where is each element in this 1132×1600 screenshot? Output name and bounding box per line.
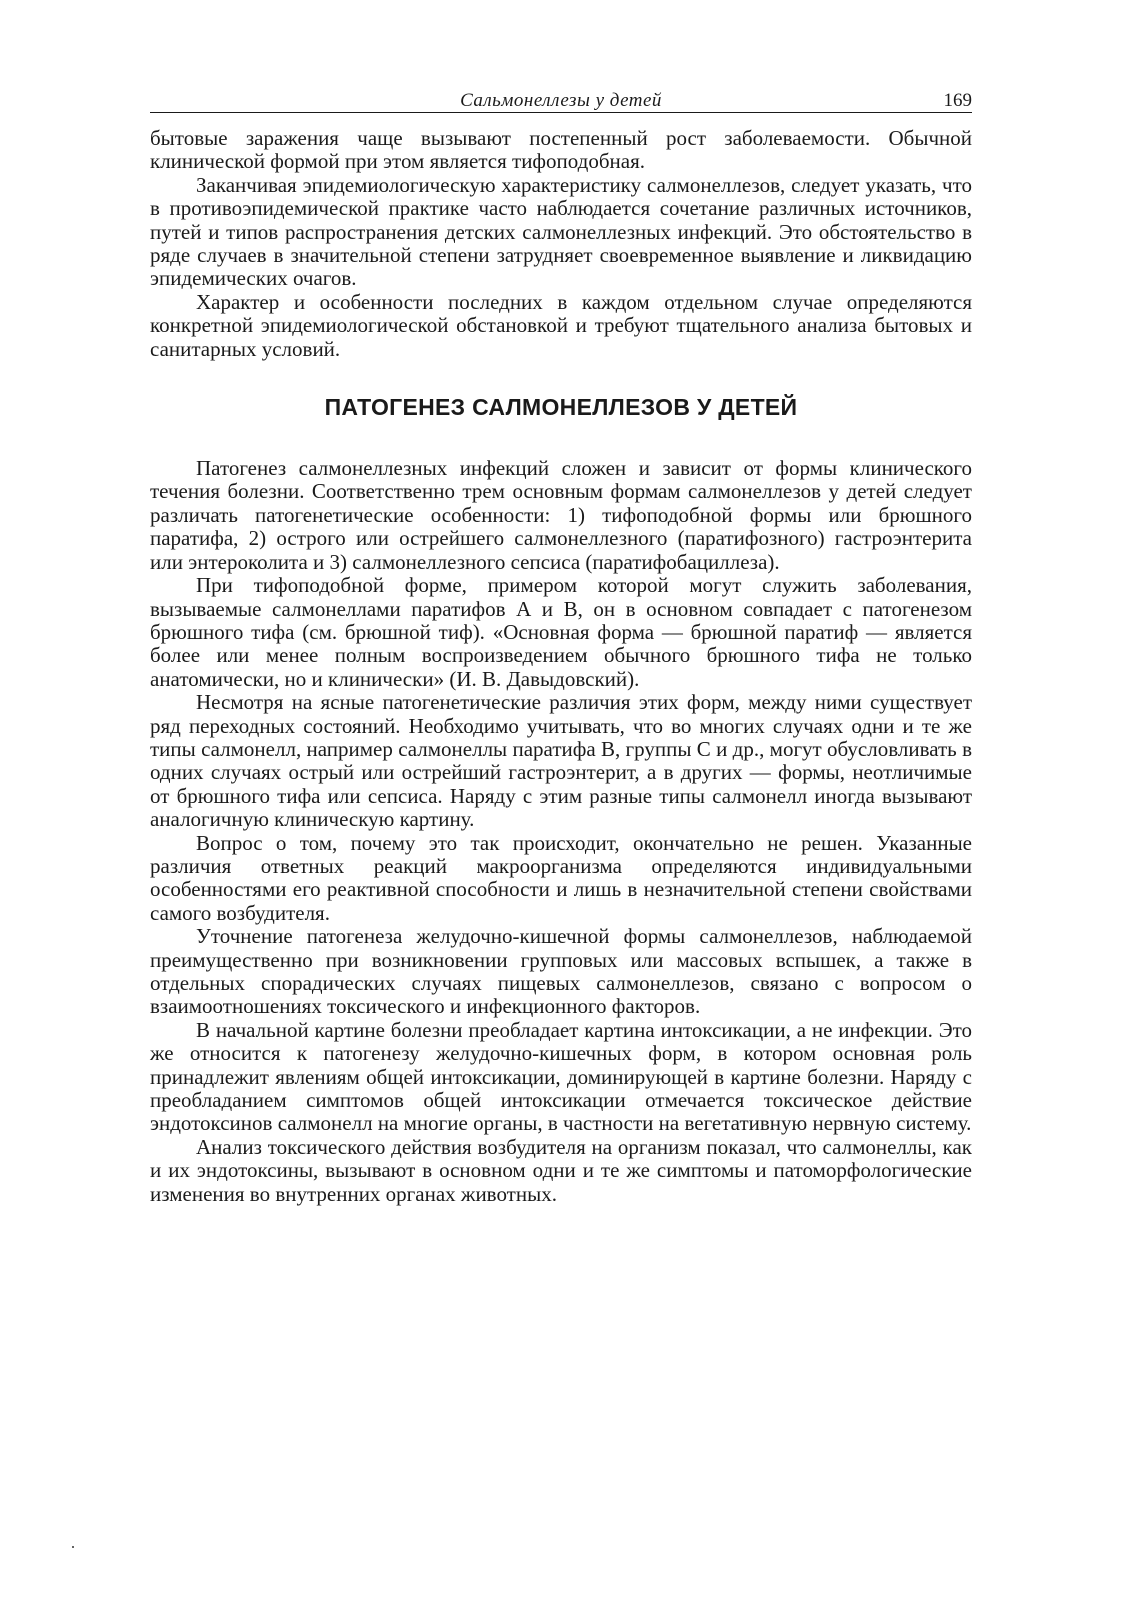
paragraph: Характер и особенности последних в каждом отдельном случае определяются конкретной эпидемиологической обстановкой и требуют тщательного анализа бытовых и санитарных условий. xyxy=(150,289,972,361)
section-heading: ПАТОГЕНЕЗ САЛМОНЕЛЛЕЗОВ У ДЕТЕЙ xyxy=(324,394,798,421)
running-header xyxy=(150,86,972,113)
paragraph: Заканчивая эпидемиологическую характеристику салмонеллезов, следует указать, что в противоэпидемической практике часто наблюдается сочетание различных источников, путей и типов распространения детских салмонеллезных инфекций. Это обстоятельство в ряде случаев в значительной степени затрудняет своевременное выявление и ликвидацию эпидемических очагов. xyxy=(150,172,972,291)
paragraph: Анализ токсического действия возбудителя на организм показал, что салмонеллы, как и их эндотоксины, вызывают в основном одни и те же симптомы и патоморфологические изменения во внутренних органах животных. xyxy=(150,1134,972,1206)
paragraph: В начальной картине болезни преобладает картина интоксикации, а не инфекции. Это же относится к патогенезу желудочно-кишечных форм, в котором основная роль принадлежит явлениям общей интоксикации, доминирующей в картине болезни. Наряду с преобладанием симптомов общей интоксикации отмечается токсическое действие эндотоксинов салмонелл на многие органы, в частности на вегетативную нервную систему. xyxy=(150,1017,972,1136)
paragraph: Патогенез салмонеллезных инфекций сложен и зависит от формы клинического течения болезни. Соответственно трем основным формам салмонеллезов у детей следует различать патогенетические особенности: 1) тифоподобной формы или брюшного паратифа, 2) острого или острейшего салмонеллезного (паратифозного) гастроэнтерита или энтероколита и 3) салмонеллезного сепсиса (паратифобациллеза). xyxy=(150,456,972,574)
paragraph-continued: бытовые заражения чаще вызывают постепенный рост заболеваемости. Обычной клинической формой при этом является тифоподобная. xyxy=(150,126,972,174)
running-title: Сальмонеллезы у детей xyxy=(460,90,662,111)
scan-speck xyxy=(72,1546,74,1548)
paragraph: Вопрос о том, почему это так происходит, окончательно не решен. Указанные различия ответных реакций макроорганизма определяются индивидуальными особенностями его реактивной способности и лишь в незначительной степени свойствами самого возбудителя. xyxy=(150,830,972,925)
paragraph: При тифоподобной форме, примером которой могут служить заболевания, вызываемые салмонеллами паратифов А и В, он в основном совпадает с патогенезом брюшного тифа (см. брюшной тиф). «Основная форма — брюшной паратиф — является более или менее полным воспроизведением обычного брюшного тифа не только анатомически, но и клинически» (И. В. Давыдовский). xyxy=(150,573,972,691)
paragraph: Уточнение патогенеза желудочно-кишечной формы салмонеллезов, наблюдаемой преимущественно при возникновении групповых или массовых вспышек, а также в отдельных спорадических случаях пищевых салмонеллезов, связано с вопросом о взаимоотношениях токсического и инфекционного факторов. xyxy=(150,924,972,1019)
page-number: 169 xyxy=(943,90,972,111)
paragraph: Несмотря на ясные патогенетические различия этих форм, между ними существует ряд переходных состояний. Необходимо учитывать, что во многих случаях одни и те же типы салмонелл, например салмонеллы паратифа В, группы С и др., могут обусловливать в одних случаях острый или острейший гастроэнтерит, а в других — формы, неотличимые от брюшного тифа или сепсиса. Наряду с этим разные типы салмонелл иногда вызывают аналогичную клиническую картину. xyxy=(150,690,972,832)
book-page xyxy=(150,86,972,1206)
